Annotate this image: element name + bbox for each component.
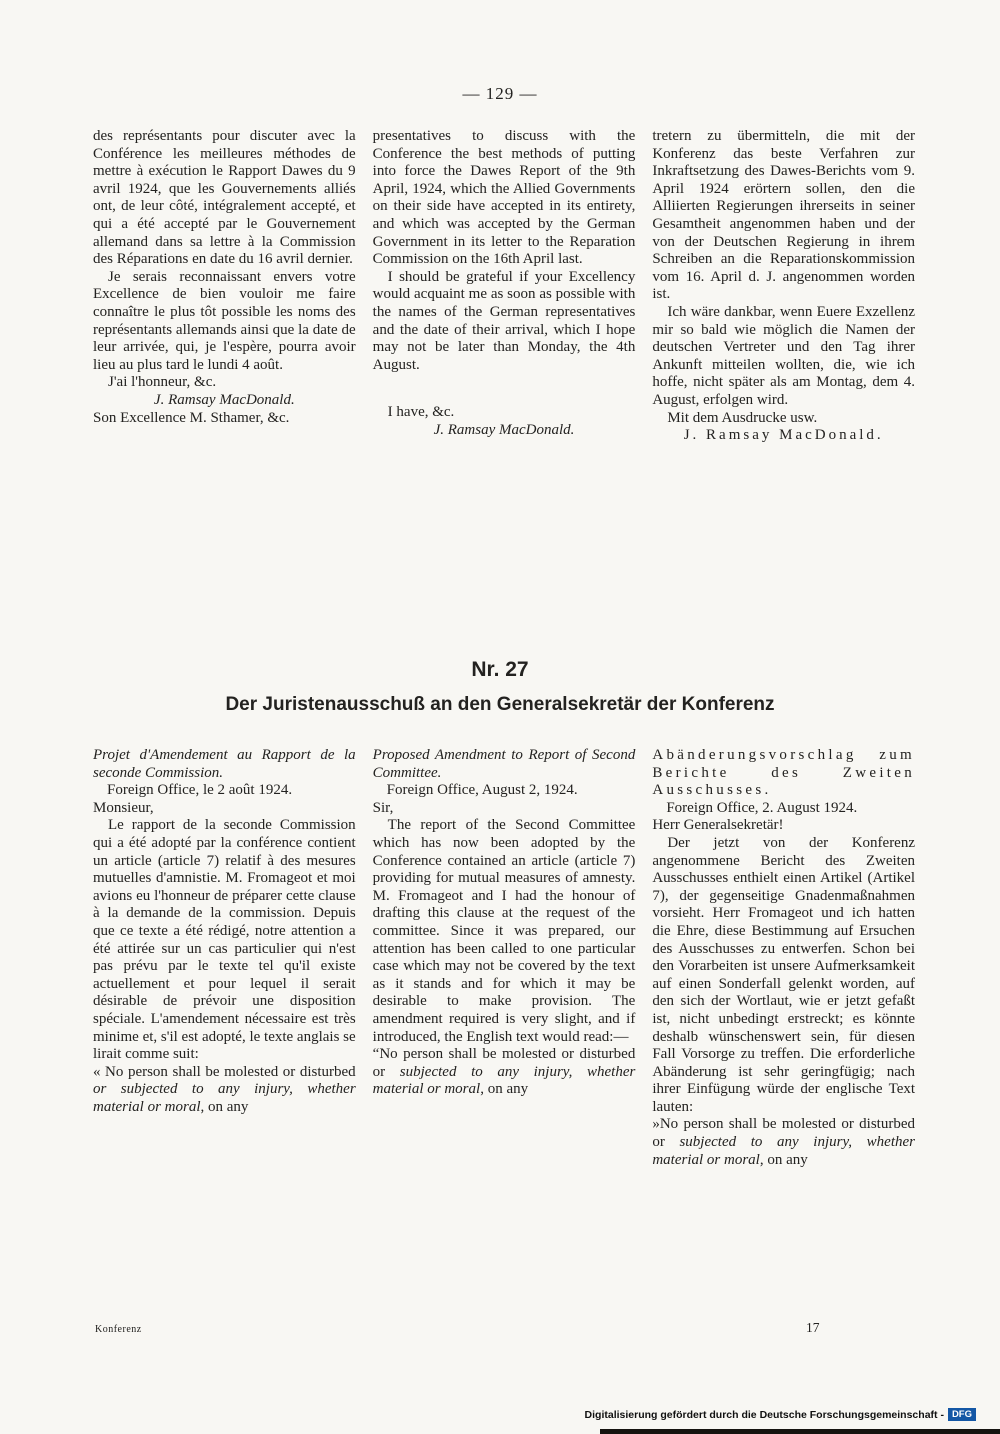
amendment-fr-heading: Projet d'Amendement au Rapport de la seconde Commission. [93,747,356,781]
amendment-section [93,747,915,1169]
amendment-en-body: The report of the Second Committee which has now been adopted by the Conference contained an article (article 7) providing for mutual measures of amnesty. M. Fromageot and I had the honour of drafting this clause at the request of the committee. Since it was prepared, our attention has been called to one particular case which may not be covered by the text as it stands and for which it may be desirable to make provision. The amendment required is very slight, and if introduced, the English text would read:— [372,817,636,1045]
letter-fr-addressee: Son Excellence M. Sthamer, &c. [93,409,290,426]
quote-text: »No person shall be molested or disturbed or [652,1116,916,1151]
letter-section [93,128,915,445]
quote-italic-text: subjected to any injury, whether material or moral [372,1063,636,1098]
letter-de-paragraph: Ich wäre dankbar, wenn Euere Exzellenz mir so bald wie möglich die Namen der deutschen Vertreter und den Tag ihrer Ankunft mitteilen wollten, die, wie ich hoffe, nicht später als am Montag, dem 4. August, erfolgen wird. [652,303,916,408]
quote-italic-text: or subjected to any injury, whether material or moral [93,1081,356,1115]
amendment-column-english [373,747,636,1169]
document-number: Nr. 27 [471,658,529,681]
quote-text: , on any [480,1081,529,1098]
letter-column-english [373,128,636,445]
quote-text: , on any [759,1151,808,1168]
amendment-column-french [93,747,356,1169]
amendment-de-dateline: Foreign Office, 2. August 1924. [666,799,858,816]
letter-fr-signature: J. Ramsay MacDonald. [153,391,295,408]
amendment-fr-dateline: Foreign Office, le 2 août 1924. [107,782,293,799]
letter-fr-paragraph: Je serais reconnaissant envers votre Excellence de bien vouloir me faire connaître le plus tôt possible les noms des représentants allemands ainsi que la date de leur arrivée, qui, je l'espère, pourra avoir lieu au plus tard le lundi 4 août. [93,268,356,373]
document-heading [0,658,1000,716]
amendment-en-dateline: Foreign Office, August 2, 1924. [386,782,578,799]
amendment-column-german [652,747,915,1169]
signature-mark: Konferenz [95,1324,142,1335]
amendment-fr-salutation: Monsieur, [93,799,154,816]
digitization-credit [585,1408,976,1421]
letter-en-paragraph: I should be grateful if your Excellency would acquaint me as soon as possible with the names of the German representatives and the date of their arrival, which I hope may not be later than Monday, the 4th August. [372,268,636,373]
amendment-de-quote [652,1116,915,1169]
letter-fr-paragraph: des représentants pour discuter avec la Conférence les meilleures méthodes de mettre à exécution le Rapport Dawes du 9 avril 1924, que les Gouvernements alliés ont, de leur côté, intégralement accepté, et qui a été accepté par le Gouvernement allemand dans sa lettre à la Commission des Réparations en date du 16 avril dernier. [93,128,356,268]
letter-de-paragraph: tretern zu übermitteln, die mit der Konferenz das beste Verfahren zur Inkraftsetzung des Dawes-Berichts vom 9. April 1924 erörtern sollen, den die Alliierten Regierungen ihrerseits in seiner Gesamtheit angenommen haben und der von der Deutschen Regierung in ihrem Schreiben an die Reparationskommission vom 16. April d. J. angenommen worden ist. [652,128,916,303]
letter-column-german [652,128,915,445]
letter-fr-closing: J'ai l'honneur, &c. [108,374,217,391]
quote-text: , on any [200,1098,249,1115]
letter-de-signature: J. Ramsay MacDonald. [683,427,884,444]
sheet-number: 17 [806,1320,820,1335]
letter-en-closing: I have, &c. [387,404,455,421]
amendment-de-body: Der jetzt von der Konferenz angenommene Bericht des Zweiten Ausschusses enthielt einen Artikel (Artikel 7), der gegenseitige Gnadenmaßnahmen vorsieht. Herr Fromageot und ich hatten die Ehre, diese Bestimmung auf Ersuchen des Ausschusses zu entwerfen. Schon bei den Vorarbeiten ist unsere Aufmerksamkeit auf einen Sonderfall gelenkt worden, auf den sich der Wortlaut, wie er jetzt gefaßt ist, nicht unbedingt erstreckt; es könnte deshalb wünschenswert sein, für diesen Fall Vorsorge zu treffen. Die erforderliche Abänderung ist sehr geringfügig; nach ihrer Einfügung würde der englische Text lauten: [652,834,916,1115]
letter-en-paragraph: presentatives to discuss with the Conference the best methods of putting into force the Dawes Report of the 9th April, 1924, which the Allied Governments on their side have accepted in its entirety, and which was accepted by the German Government in its letter to the Reparation Commission on the 16th April last. [372,128,636,268]
amendment-en-salutation: Sir, [372,799,394,816]
amendment-fr-quote [93,1064,356,1117]
quote-text: « No person shall be molested or disturbed [93,1063,356,1080]
amendment-en-quote [373,1046,636,1099]
letter-en-signature: J. Ramsay MacDonald. [433,421,575,438]
document-title: Der Juristenausschuß an den Generalsekretär der Konferenz [225,694,775,715]
letter-column-french [93,128,356,445]
amendment-en-heading: Proposed Amendment to Report of Second Committee. [372,747,636,781]
amendment-de-salutation: Herr Generalsekretär! [652,817,784,834]
scan-edge-artifact [600,1429,1000,1434]
quote-text: “No person shall be molested or disturbed or [372,1046,636,1080]
amendment-de-heading: Abänderungsvorschlag zum Berichte des Zweiten Ausschusses. [652,747,916,799]
quote-italic-text: subjected to any injury, whether material or moral [652,1134,916,1168]
dfg-logo: DFG [948,1408,976,1421]
digitization-text: Digitalisierung gefördert durch die Deutsche Forschungsgemeinschaft - [584,1408,944,1421]
amendment-fr-body: Le rapport de la seconde Commission qui a été adopté par la conférence contient un article (article 7) relatif à des mesures mutuelles d'amnistie. M. Fromageot et moi avions eu l'honneur de préparer cette clause à la demande de la commission. Depuis que ce texte a été rédigé, notre attention a été attirée sur un cas particulier qui n'est pas prévu par le texte tel qu'il existe actuellement et pour lequel il serait désirable de prévoir une disposition spéciale. L'amendement nécessaire est très minime et, s'il est adopté, le texte anglais se lirait comme suit: [93,817,356,1063]
page-number: — 129 — [462,84,538,103]
letter-de-closing: Mit dem Ausdrucke usw. [667,409,818,426]
